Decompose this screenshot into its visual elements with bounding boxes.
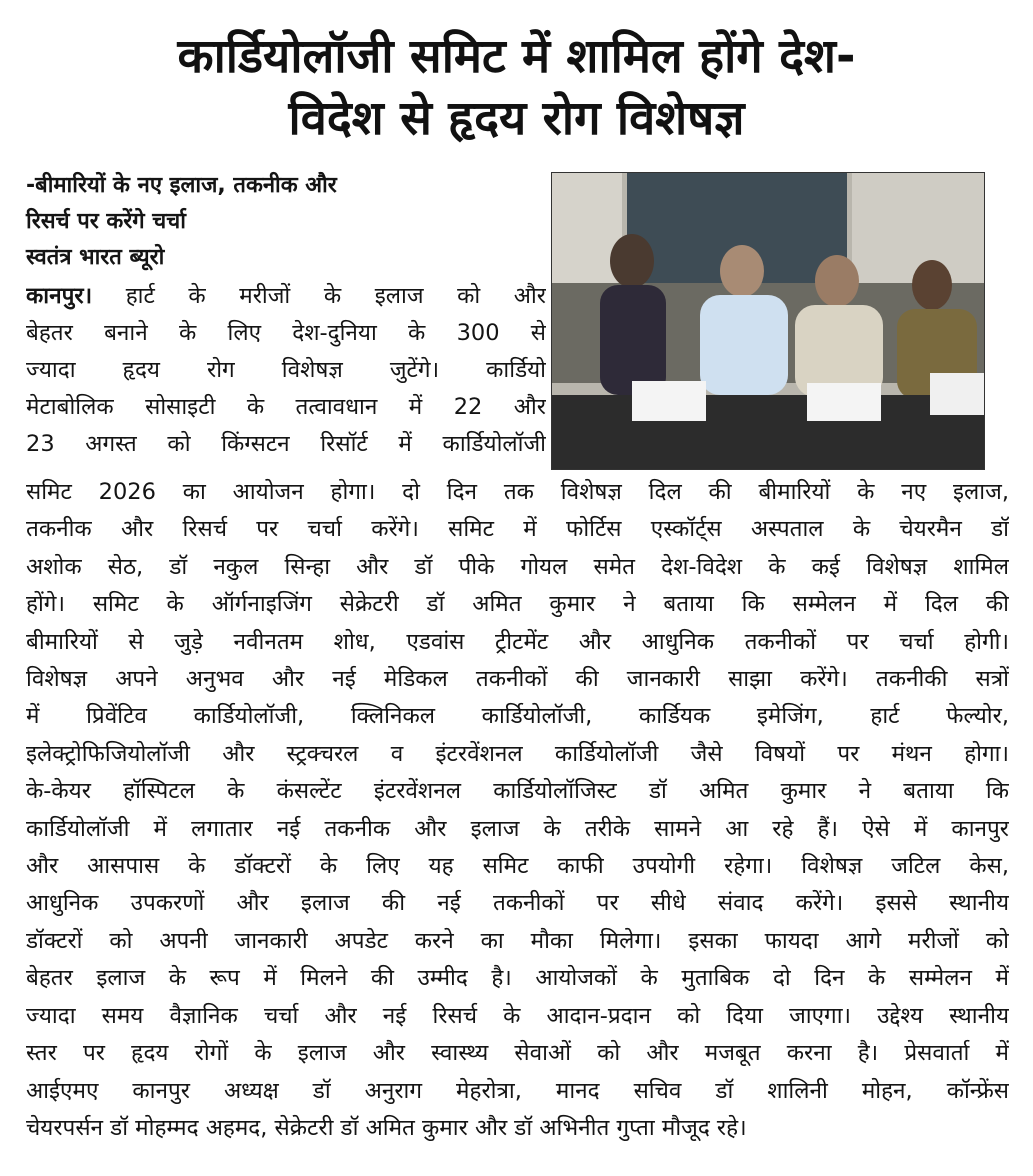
body-line: के-केयर हॉस्पिटल के कंसल्टेंट इंटरवेंशनल कार्डियोलॉजिस्ट डॉ अमित कुमार ने बताया कि (26, 778, 1009, 805)
article-intro-column (26, 168, 546, 463)
subheadline-line-1: -बीमारियों के नए इलाज, तकनीक और (26, 173, 337, 198)
body-line: आधुनिक उपकरणों और इलाज की नई तकनीकों पर सीधे संवाद करेंगे। इससे स्थानीय (26, 890, 1009, 917)
body-line: बीमारियों से जुड़े नवीनतम शोध, एडवांस ट्रीटमेंट और आधुनिक तकनीकों पर चर्चा होगी। (26, 628, 1009, 655)
body-line: ज्यादा समय वैज्ञानिक चर्चा और नई रिसर्च के आदान-प्रदान को दिया जाएगा। उद्देश्य स्थानीय (26, 1002, 1009, 1029)
body-line: में प्रिवेंटिव कार्डियोलॉजी, क्लिनिकल कार्डियोलॉजी, कार्डियक इमेजिंग, हार्ट फेल्योर, (26, 703, 1009, 730)
body-line: आईएमए कानपुर अध्यक्ष डॉ अनुराग मेहरोत्रा, मानद सचिव डॉ शालिनी मोहन, कॉन्फ्रेंस (26, 1077, 1009, 1104)
press-conference-photo (551, 172, 985, 470)
dateline: कानपुर। (26, 283, 93, 309)
body-line: चेयरपर्सन डॉ मोहम्मद अहमद, सेक्रेटरी डॉ अमित कुमार और डॉ अभिनीत गुप्ता मौजूद रहे। (26, 1114, 747, 1141)
body-line: कार्डियोलॉजी में लगातार नई तकनीक और इलाज के तरीके सामने आ रहे हैं। ऐसे में कानपुर (26, 815, 1009, 842)
headline (12, 26, 1021, 150)
body-line: अशोक सेठ, डॉ नकुल सिन्हा और डॉ पीके गोयल समेत देश-विदेश के कई विशेषज्ञ शामिल (26, 553, 1009, 580)
intro-line: 23 अगस्त को किंग्सटन रिसॉर्ट में कार्डियोलॉजी (26, 431, 546, 457)
body-line: स्तर पर हृदय रोगों के इलाज और स्वास्थ्य सेवाओं को और मजबूत करना है। प्रेसवार्ता में (26, 1040, 1009, 1067)
body-line: समिट 2026 का आयोजन होगा। दो दिन तक विशेषज्ञ दिल की बीमारियों के नए इलाज, (26, 479, 1009, 505)
byline: स्वतंत्र भारत ब्यूरो (26, 245, 165, 270)
subheadline (26, 168, 546, 240)
photo-illustration (552, 173, 984, 469)
headline-line-1: कार्डियोलॉजी समिट में शामिल होंगे देश- (177, 29, 856, 84)
intro-line (26, 278, 546, 315)
intro-line: बेहतर बनाने के लिए देश-दुनिया के 300 से (26, 320, 546, 346)
intro-line-text: हार्ट के मरीजों के इलाज को और (125, 283, 546, 309)
body-line: डॉक्टरों को अपनी जानकारी अपडेट करने का मौका मिलेगा। इसका फायदा आगे मरीजों को (26, 927, 1009, 954)
headline-line-2: विदेश से हृदय रोग विशेषज्ञ (288, 91, 745, 146)
intro-paragraph (26, 278, 546, 463)
body-line: होंगे। समिट के ऑर्गनाइजिंग सेक्रेटरी डॉ अमित कुमार ने बताया कि सम्मेलन में दिल की (26, 591, 1009, 618)
article-body (26, 474, 1009, 1147)
body-line: इलेक्ट्रोफिजियोलॉजी और स्ट्रक्चरल व इंटरवेंशनल कार्डियोलॉजी जैसे विषयों पर मंथन होगा। (26, 740, 1009, 767)
body-line: विशेषज्ञ अपने अनुभव और नई मेडिकल तकनीकों की जानकारी साझा करेंगे। तकनीकी सत्रों (26, 666, 1009, 693)
subheadline-line-2: रिसर्च पर करेंगे चर्चा (26, 209, 186, 234)
body-line: और आसपास के डॉक्टरों के लिए यह समिट काफी उपयोगी रहेगा। विशेषज्ञ जटिल केस, (26, 853, 1009, 880)
body-line: बेहतर इलाज के रूप में मिलने की उम्मीद है। आयोजकों के मुताबिक दो दिन के सम्मेलन में (26, 965, 1009, 992)
body-line: तकनीक और रिसर्च पर चर्चा करेंगे। समिट में फोर्टिस एस्कॉर्ट्स अस्पताल के चेयरमैन डॉ (26, 516, 1009, 543)
intro-line: मेटाबोलिक सोसाइटी के तत्वावधान में 22 और (26, 394, 546, 420)
intro-line: ज्यादा हृदय रोग विशेषज्ञ जुटेंगे। कार्डियो (26, 357, 546, 383)
